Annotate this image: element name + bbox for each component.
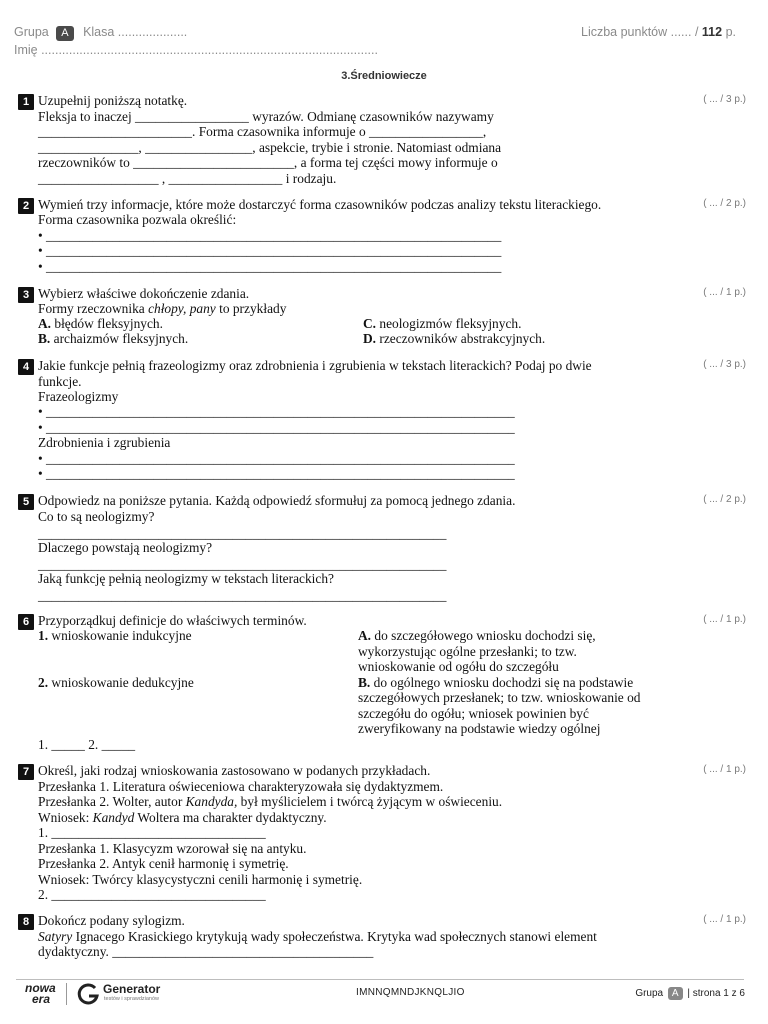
task-5-number: 5	[18, 494, 34, 510]
task-5-answer-line: _____________________________________________________________	[38, 588, 447, 603]
task-1-line: rzeczowników to ________________________, a forma tej części mowy informuje o	[38, 155, 498, 170]
task-7-points: ( ... / 1 p.)	[703, 764, 746, 775]
task-6-definition-b-line: szczegółu do ogółu; wniosek powinien być	[358, 706, 589, 721]
task-7-conclusion: Wniosek: Kandyd Woltera ma charakter dydaktyczny.	[38, 810, 327, 825]
task-1-line: __________________ , _________________ i rodzaju.	[38, 171, 337, 186]
header-group-row	[14, 25, 187, 41]
group-label: Grupa	[14, 25, 49, 39]
task-7-number: 7	[18, 764, 34, 780]
task-7-conclusion: Wniosek: Twórcy klasycystyczni cenili harmonię i symetrię.	[38, 872, 363, 887]
task-4-answer-line: • ______________________________________________________________________	[38, 451, 515, 466]
task-6-term-1: 1. wnioskowanie indukcyjne	[38, 628, 192, 643]
generator-icon	[76, 982, 100, 1011]
task-8-points: ( ... / 1 p.)	[703, 914, 746, 925]
task-5-question: Co to są neologizmy?	[38, 509, 155, 524]
group-badge: A	[56, 26, 73, 41]
generator-subtitle: testów i sprawdzianów	[104, 996, 160, 1002]
task-8-answer-line: dydaktyczny. _______________________________________	[38, 944, 374, 959]
task-3-number: 3	[18, 287, 34, 303]
task-6-term-2: 2. wnioskowanie dedukcyjne	[38, 675, 194, 690]
task-5-instruction: Odpowiedz na poniższe pytania. Każdą odpowiedź sformułuj za pomocą jednego zdania.	[38, 493, 516, 508]
task-7-premise: Przesłanka 2. Antyk cenił harmonię i symetrię.	[38, 856, 289, 871]
footer-page-label: | strona 1 z 6	[687, 988, 745, 999]
task-3-stem: Formy rzeczownika chłopy, pany to przykłady	[38, 301, 287, 316]
task-5-answer-line: _____________________________________________________________	[38, 557, 447, 572]
task-2-instruction: Wymień trzy informacje, które może dostarczyć forma czasowników podczas analizy tekstu literackiego.	[38, 197, 602, 212]
generator-title: Generator	[103, 982, 161, 996]
task-2-answer-line: • ____________________________________________________________________	[38, 243, 502, 258]
class-label: Klasa ....................	[83, 25, 188, 39]
task-1-line: _______________________. Forma czasownika informuje o _________________,	[38, 124, 487, 139]
task-1-instruction: Uzupełnij poniższą notatkę.	[38, 93, 188, 108]
task-6-answer-line: 1. _____ 2. _____	[38, 737, 136, 752]
task-6-instruction: Przyporządkuj definicje do właściwych terminów.	[38, 613, 307, 628]
task-5-question: Dlaczego powstają neologizmy?	[38, 540, 213, 555]
task-6-definition-b-line: zweryfikowany na podstawie wiedzy ogólnej	[358, 721, 601, 736]
points-summary	[581, 25, 736, 39]
task-8-syllogism: Satyry Ignacego Krasickiego krytykują wady społeczeństwa. Krytyka wad społecznych stanowi element	[38, 929, 597, 944]
task-6-definition-a-line: wykorzystując ogólne przesłanki; to tzw.	[358, 644, 577, 659]
task-4-number: 4	[18, 359, 34, 375]
task-8-number: 8	[18, 914, 34, 930]
task-3-instruction: Wybierz właściwe dokończenie zdania.	[38, 286, 250, 301]
task-5-question: Jaką funkcję pełnią neologizmy w tekstach literackich?	[38, 571, 334, 586]
points-total: 112	[701, 25, 723, 39]
task-6-definition-b-line: szczegółowych przesłanek; to tzw. wnioskowanie od	[358, 690, 641, 705]
task-6-points: ( ... / 1 p.)	[703, 614, 746, 625]
task-7-premise: Przesłanka 1. Literatura oświeceniowa charakteryzowała się dydaktyzmem.	[38, 779, 444, 794]
task-1-line: Fleksja to inaczej _________________ wyrazów. Odmianę czasowników nazywamy	[38, 109, 494, 124]
task-4-points: ( ... / 3 p.)	[703, 359, 746, 370]
task-4-answer-line: • ______________________________________________________________________	[38, 420, 515, 435]
footer-divider	[16, 979, 744, 980]
task-7-instruction: Określ, jaki rodzaj wnioskowania zastosowano w podanych przykładach.	[38, 763, 431, 778]
task-7-premise: Przesłanka 2. Wolter, autor Kandyda, był myślicielem i twórcą żyjącym w oświeceniu.	[38, 794, 503, 809]
task-2-number: 2	[18, 198, 34, 214]
task-3-option-b: B. archaizmów fleksyjnych.	[38, 331, 189, 346]
task-5-answer-line: _____________________________________________________________	[38, 526, 447, 541]
task-7-answer-line: 2. ________________________________	[38, 887, 266, 902]
task-3-option-a: A. błędów fleksyjnych.	[38, 316, 163, 331]
task-7-answer-line: 1. ________________________________	[38, 825, 266, 840]
task-4-answer-line: • ______________________________________________________________________	[38, 466, 515, 481]
task-8-instruction: Dokończ podany sylogizm.	[38, 913, 185, 928]
task-6-definition-a-line: wnioskowanie od ogółu do szczegółu	[358, 659, 559, 674]
task-3-points: ( ... / 1 p.)	[703, 287, 746, 298]
task-2-answer-line: • ____________________________________________________________________	[38, 228, 502, 243]
task-3-option-d: D. rzeczowników abstrakcyjnych.	[363, 331, 546, 346]
task-4-subheading: Frazeologizmy	[38, 389, 119, 404]
task-5-points: ( ... / 2 p.)	[703, 494, 746, 505]
task-4-subheading: Zdrobnienia i zgrubienia	[38, 435, 171, 450]
footer-page-info	[635, 987, 745, 1000]
task-1-number: 1	[18, 94, 34, 110]
name-field: Imię .................................................................................................	[14, 43, 378, 57]
task-1-points: ( ... / 3 p.)	[703, 94, 746, 105]
points-label: Liczba punktów ...... /	[581, 25, 699, 39]
task-7-premise: Przesłanka 1. Klasycyzm wzorował się na antyku.	[38, 841, 307, 856]
task-2-line: Forma czasownika pozwala określić:	[38, 212, 237, 227]
task-2-answer-line: • ____________________________________________________________________	[38, 259, 502, 274]
task-6-number: 6	[18, 614, 34, 630]
task-1-line: _______________, ________________, aspekcie, trybie i stronie. Natomiast odmiana	[38, 140, 502, 155]
task-6-definition-a: A. do szczegółowego wniosku dochodzi się,	[358, 628, 596, 643]
logo-divider	[66, 983, 67, 1005]
task-4-instruction: Jakie funkcje pełnią frazeologizmy oraz zdrobnienia i zgrubienia w tekstach literackich? Podaj po dwie	[38, 358, 592, 373]
footer-group-badge: A	[668, 987, 683, 1000]
task-2-points: ( ... / 2 p.)	[703, 198, 746, 209]
footer-group-label: Grupa	[635, 988, 664, 999]
task-4-line: funkcje.	[38, 374, 82, 389]
document-code: IMNNQMNDJKNQLJIO	[356, 987, 465, 998]
page-title: 3.Średniowiecze	[341, 70, 427, 82]
points-unit: p.	[725, 25, 736, 39]
task-6-definition-b: B. do ogólnego wniosku dochodzi się na podstawie	[358, 675, 634, 690]
nowa-era-logo: nowa era	[25, 981, 56, 1006]
task-4-answer-line: • ______________________________________________________________________	[38, 404, 515, 419]
task-3-option-c: C. neologizmów fleksyjnych.	[363, 316, 522, 331]
